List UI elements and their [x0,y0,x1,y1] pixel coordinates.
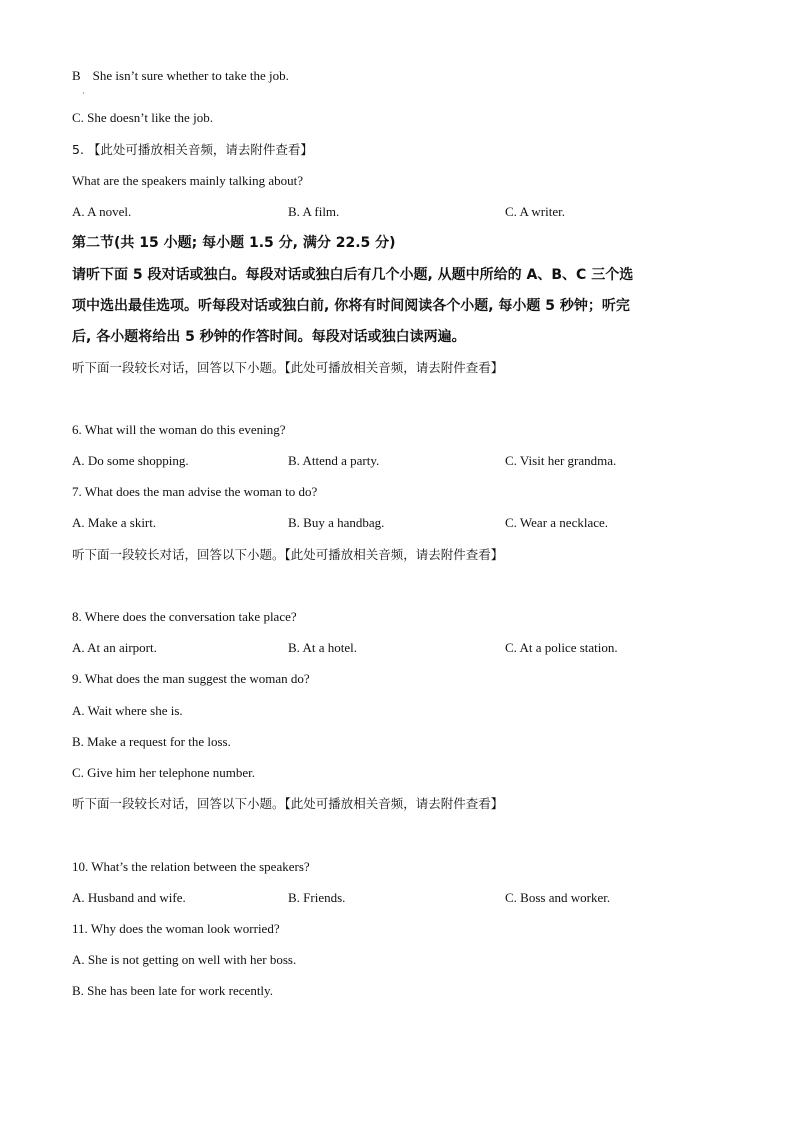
q4-option-b-label: B [72,68,81,83]
q5-option-b: B. A film. [288,204,340,219]
q5-option-a: A. A novel. [72,204,132,219]
q8-option-b: B. At a hotel. [288,640,357,655]
q11-option-b: B. She has been late for work recently. [72,983,273,998]
q8-question: 8. Where does the conversation take place? [72,609,297,624]
q8-option-a: A. At an airport. [72,640,157,655]
q7-option-a: A. Make a skirt. [72,515,157,530]
q5-question: What are the speakers mainly talking about? [72,173,304,188]
q10-option-c: C. Boss and worker. [505,890,611,905]
q7-question: 7. What does the man advise the woman to do? [72,484,318,499]
q5-audio-note: 5. 【此处可播放相关音频，请去附件查看】 [72,142,313,157]
q6-question: 6. What will the woman do this evening? [72,422,286,437]
dialogue-note-3: 听下面一段较长对话，回答以下小题。【此处可播放相关音频，请去附件查看】 [72,796,504,811]
q4-option-b [72,68,289,84]
section2-instruction-line3: 后, 各小题将给出 5 秒钟的作答时间。每段对话或独白读两遍。 [72,329,466,345]
q10-option-b: B. Friends. [288,890,346,905]
q6-option-c: C. Visit her grandma. [505,453,617,468]
section2-instruction-line2: 项中选出最佳选项。听每段对话或独白前, 你将有时间阅读各个小题, 每小题 5 秒钟；听完 [72,298,630,314]
q11-option-a: A. She is not getting on well with her boss. [72,952,297,967]
q4-option-b-text: She isn’t sure whether to take the job. [92,68,289,83]
q10-question: 10. What’s the relation between the speakers? [72,859,310,874]
section2-instruction-line1: 请听下面 5 段对话或独白。每段对话或独白后有几个小题, 从题中所给的 A、B、C 三个选 [72,267,634,283]
q11-question: 11. Why does the woman look worried? [72,921,280,936]
section2-heading: 第二节(共 15 小题; 每小题 1.5 分, 满分 22.5 分) [72,235,396,251]
q9-question: 9. What does the man suggest the woman do? [72,671,310,686]
q9-option-b: B. Make a request for the loss. [72,734,231,749]
q9-option-a: A. Wait where she is. [72,703,183,718]
q7-option-b: B. Buy a handbag. [288,515,385,530]
q9-option-c: C. Give him her telephone number. [72,765,256,780]
q10-option-a: A. Husband and wife. [72,890,186,905]
q7-option-c: C. Wear a necklace. [505,515,609,530]
q8-option-c: C. At a police station. [505,640,618,655]
q4-option-c: C. She doesn’t like the job. [72,110,213,125]
q5-option-c: C. A writer. [505,204,565,219]
dialogue-note-2: 听下面一段较长对话，回答以下小题。【此处可播放相关音频，请去附件查看】 [72,547,504,562]
q4-option-b-dot: · [82,89,85,98]
q6-option-a: A. Do some shopping. [72,453,189,468]
dialogue-note-1: 听下面一段较长对话，回答以下小题。【此处可播放相关音频，请去附件查看】 [72,360,504,375]
q6-option-b: B. Attend a party. [288,453,380,468]
